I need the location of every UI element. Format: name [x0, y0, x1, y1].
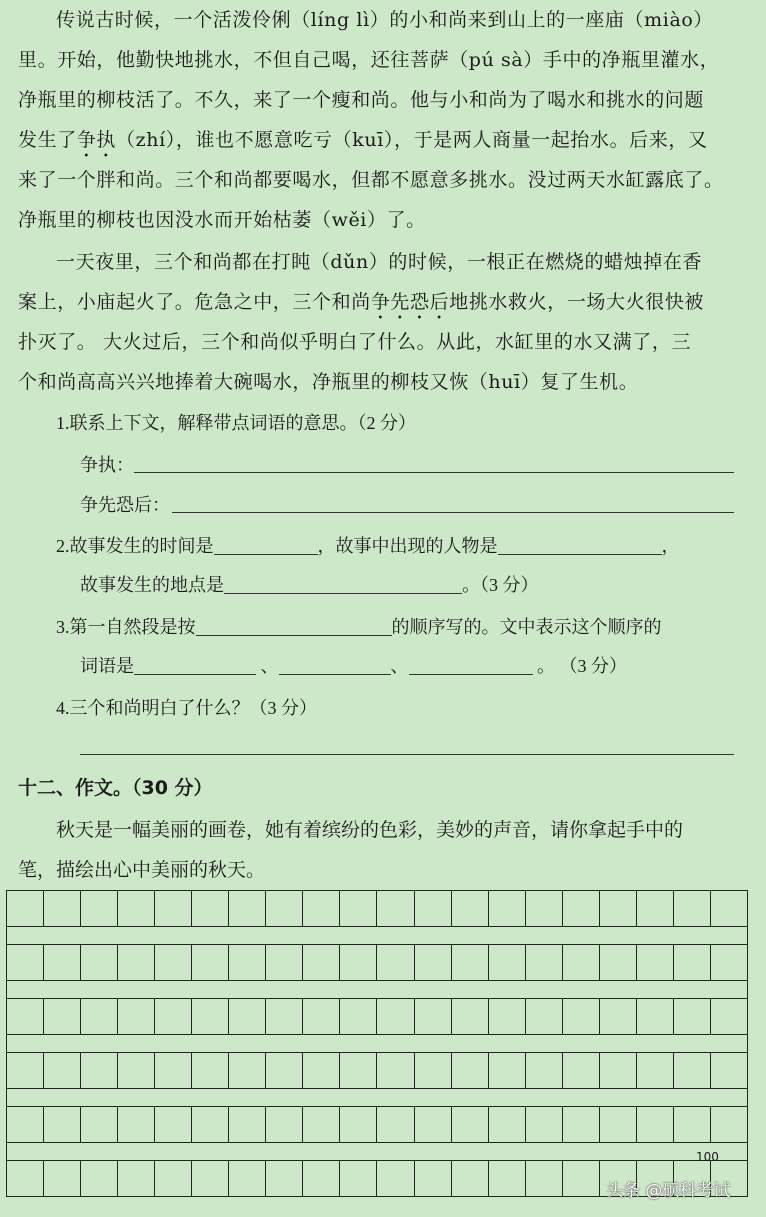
answer-blank-time[interactable] [214, 534, 318, 555]
passage-line-2: 里。开始，他勤快地挑水，不但自己喝，还往菩萨（pú sà）手中的净瓶里灌水， [18, 49, 720, 71]
text-segment: 3.第一自然段是按 [56, 617, 196, 637]
text-segment: 案上，小庙起火了。危急之中，三个和尚 [18, 291, 371, 313]
text-segment: 。 （3 分） [532, 656, 627, 676]
text-segment: 词语是 [80, 656, 134, 676]
answer-line-zhengxiankonghou[interactable] [172, 512, 734, 513]
grid-spacer [6, 1089, 748, 1106]
passage-line-7: 一天夜里，三个和尚都在打盹（dǔn）的时候，一根正在燃烧的蜡烛掉在香 [56, 251, 703, 273]
passage-line-1: 传说古时候，一个活泼伶俐（líng lì）的小和尚来到山上的一座庙（miào） [56, 9, 714, 31]
text-segment: 、 [390, 656, 409, 676]
answer-blank-word-3[interactable] [409, 654, 533, 675]
question-3-line1 [56, 609, 662, 645]
text-segment: 发生了 [18, 129, 77, 151]
dotted-word-zhengxiankonghou: 争先恐后 [370, 291, 450, 313]
writing-grid[interactable] [6, 890, 748, 1202]
passage-line-8 [18, 282, 748, 322]
text-segment: 2.故事发生的时间是 [56, 536, 214, 556]
answer-line-q4[interactable] [80, 754, 734, 755]
text-segment: ，故事中出现的人物是 [317, 536, 498, 556]
grid-row[interactable] [6, 944, 748, 981]
grid-row[interactable] [6, 1052, 748, 1089]
text-segment: 地挑水救火，一场大火很快被 [449, 291, 705, 313]
composition-prompt-line-2: 笔，描绘出心中美丽的秋天。 [18, 859, 266, 881]
question-1b-label: 争先恐后： [80, 495, 170, 515]
question-3-line2 [80, 648, 627, 684]
passage-line-10: 个和尚高高兴兴地捧着大碗喝水，净瓶里的柳枝又恢（huī）复了生机。 [18, 371, 639, 393]
text-segment: 、 [256, 656, 279, 676]
passage-line-4 [18, 120, 748, 160]
answer-blank-characters[interactable] [498, 534, 662, 555]
answer-line-zhengzhi[interactable] [134, 472, 734, 473]
grid-row[interactable] [6, 1106, 748, 1143]
passage-line-3: 净瓶里的柳枝活了。不久，来了一个瘦和尚。他与小和尚为了喝水和挑水的问题 [18, 89, 705, 111]
text-segment: 。（3 分） [462, 575, 539, 595]
watermark: 头条 @硕科考试 [606, 1181, 731, 1201]
passage-line-9: 扑灭了。 大火过后，三个和尚似乎明白了什么。从此，水缸里的水又满了，三 [18, 331, 692, 353]
question-1: 1.联系上下文，解释带点词语的意思。（2 分） [56, 413, 416, 433]
grid-spacer [6, 981, 748, 998]
grid-row[interactable] [6, 998, 748, 1035]
dotted-word-zhengzhi: 争执 [76, 129, 117, 151]
composition-title: 十二、作文。（30 分） [18, 777, 213, 799]
answer-blank-word-1[interactable] [134, 654, 256, 675]
answer-blank-order[interactable] [196, 615, 392, 636]
question-1a-label: 争执： [80, 455, 134, 475]
text-segment: 故事发生的地点是 [80, 575, 224, 595]
answer-blank-place[interactable] [224, 573, 462, 594]
passage-line-6: 净瓶里的柳枝也因没水而开始枯萎（wěi）了。 [18, 209, 426, 231]
grid-spacer [6, 1035, 748, 1052]
question-2-line1 [56, 528, 680, 564]
grid-spacer [6, 927, 748, 944]
passage-line-5: 来了一个胖和尚。三个和尚都要喝水，但都不愿意多挑水。没过两天水缸露底了。 [18, 169, 724, 191]
text-segment: （zhí），谁也不愿意吃亏（kuī），于是两人商量一起抬水。后来，又 [116, 129, 708, 151]
character-count-100: 100 [696, 1150, 719, 1164]
text-segment: ， [661, 536, 680, 556]
answer-blank-word-2[interactable] [279, 654, 391, 675]
text-segment: 的顺序写的。文中表示这个顺序的 [391, 617, 662, 637]
question-2-line2 [80, 567, 539, 603]
grid-row[interactable] [6, 890, 748, 927]
grid-spacer [6, 1143, 748, 1160]
composition-prompt-line-1: 秋天是一幅美丽的画卷，她有着缤纷的色彩，美妙的声音，请你拿起手中的 [56, 819, 684, 841]
question-4: 4.三个和尚明白了什么？（3 分） [56, 698, 317, 718]
